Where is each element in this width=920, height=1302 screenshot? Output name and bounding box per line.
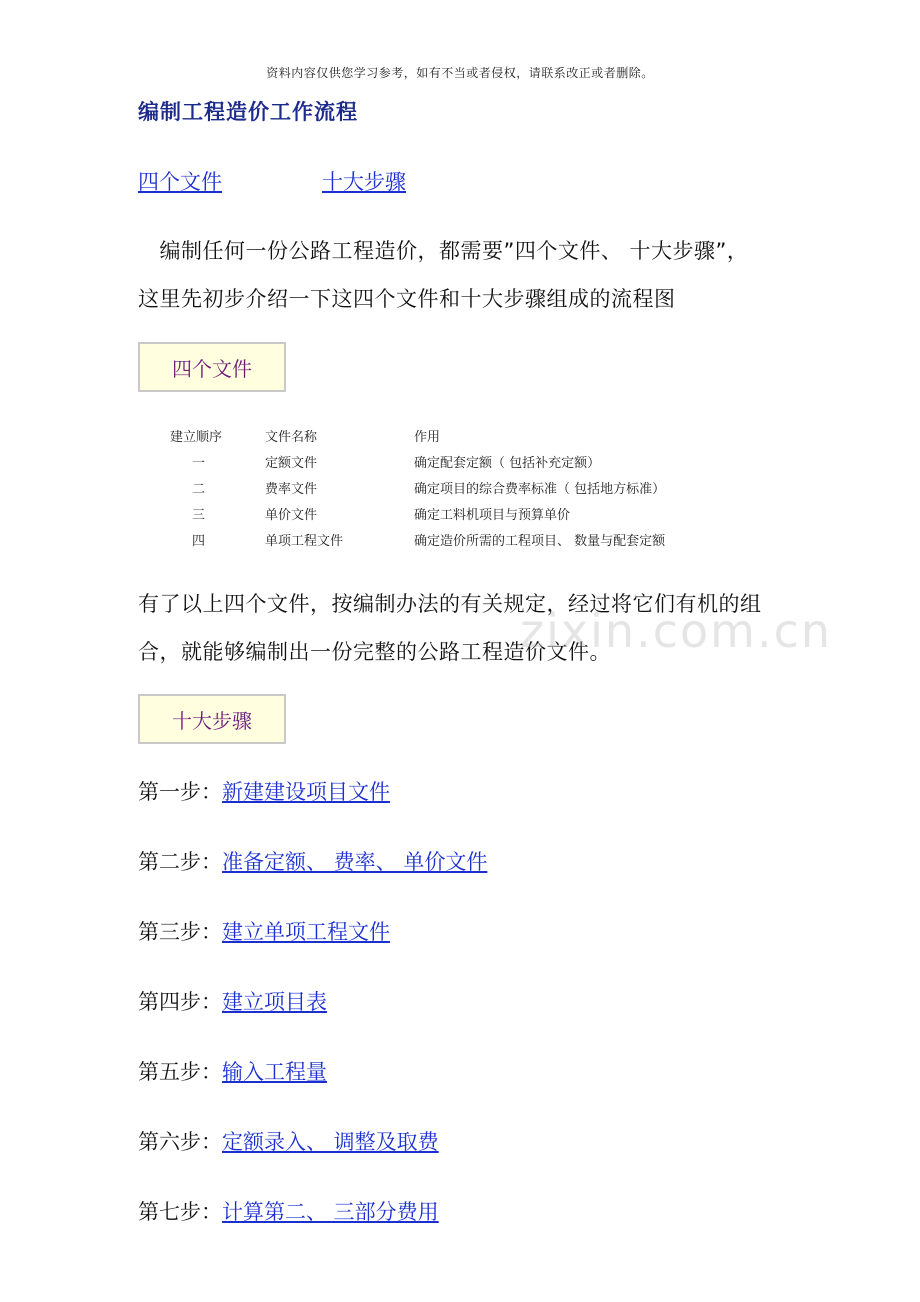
cell-name: 费率文件	[265, 481, 318, 497]
intro-paragraph	[138, 227, 798, 323]
header-purpose: 作用	[414, 429, 441, 445]
ten-steps-heading-box	[138, 694, 286, 744]
section-links	[138, 166, 406, 196]
step-link-single-project[interactable]: 建立单项工程文件	[222, 920, 390, 944]
intro-line-1: 编制任何一份公路工程造价，都需要”四个文件、 十大步骤”，	[159, 239, 749, 263]
step-prefix: 第四步：	[138, 990, 222, 1014]
step-prefix: 第一步：	[138, 780, 222, 804]
step-prefix: 第五步：	[138, 1060, 222, 1084]
cell-purpose: 确定项目的综合费率标准（ 包括地方标准）	[414, 481, 666, 497]
table-row	[170, 500, 665, 526]
header-name: 文件名称	[265, 429, 318, 445]
watermark: zixin.com.cn	[520, 604, 833, 658]
step-link-create-project[interactable]: 新建建设项目文件	[222, 780, 390, 804]
summary-line-2: 合，就能够编制出一份完整的公路工程造价文件。	[138, 640, 611, 664]
summary-line-1: 有了以上四个文件，按编制办法的有关规定，经过将它们有机的组	[138, 592, 762, 616]
table-row	[170, 526, 665, 552]
cell-order: 四	[192, 533, 206, 549]
step-item	[138, 1122, 487, 1192]
cell-name: 单价文件	[265, 507, 318, 523]
table-header-row	[170, 422, 665, 448]
cell-name: 单项工程文件	[265, 533, 344, 549]
table-row	[170, 448, 665, 474]
cell-order: 二	[192, 481, 206, 497]
step-link-quantities[interactable]: 输入工程量	[222, 1060, 327, 1084]
link-ten-steps[interactable]: 十大步骤	[322, 170, 406, 194]
four-files-heading-box	[138, 342, 286, 392]
cell-purpose: 确定造价所需的工程项目、 数量与配套定额	[414, 533, 666, 549]
step-link-prepare-files[interactable]: 准备定额、 费率、 单价文件	[222, 850, 488, 874]
step-link-project-table[interactable]: 建立项目表	[222, 990, 327, 1014]
step-item	[138, 912, 487, 982]
step-item	[138, 842, 487, 912]
step-item	[138, 772, 487, 842]
cell-order: 三	[192, 507, 206, 523]
cell-purpose: 确定配套定额（ 包括补充定额）	[414, 455, 601, 471]
cell-purpose: 确定工料机项目与预算单价	[414, 507, 571, 523]
step-prefix: 第六步：	[138, 1130, 222, 1154]
cell-order: 一	[192, 455, 206, 471]
page-title: 编制工程造价工作流程	[138, 100, 358, 124]
ten-steps-heading: 十大步骤	[172, 708, 252, 733]
table-row	[170, 474, 665, 500]
step-item	[138, 1192, 487, 1262]
intro-line-2: 这里先初步介绍一下这四个文件和十大步骤组成的流程图	[138, 287, 676, 311]
files-table	[170, 422, 665, 552]
cell-name: 定额文件	[265, 455, 318, 471]
step-link-quota-entry[interactable]: 定额录入、 调整及取费	[222, 1130, 439, 1154]
four-files-heading: 四个文件	[172, 356, 252, 381]
step-prefix: 第七步：	[138, 1200, 222, 1224]
link-four-files[interactable]: 四个文件	[138, 170, 222, 194]
disclaimer-note: 资料内容仅供您学习参考，如有不当或者侵权，请联系改正或者删除。	[266, 66, 654, 80]
steps-list	[138, 772, 487, 1262]
header-order: 建立顺序	[170, 429, 223, 445]
step-prefix: 第二步：	[138, 850, 222, 874]
step-item	[138, 1052, 487, 1122]
step-item	[138, 982, 487, 1052]
step-link-part-costs[interactable]: 计算第二、 三部分费用	[222, 1200, 439, 1224]
step-prefix: 第三步：	[138, 920, 222, 944]
